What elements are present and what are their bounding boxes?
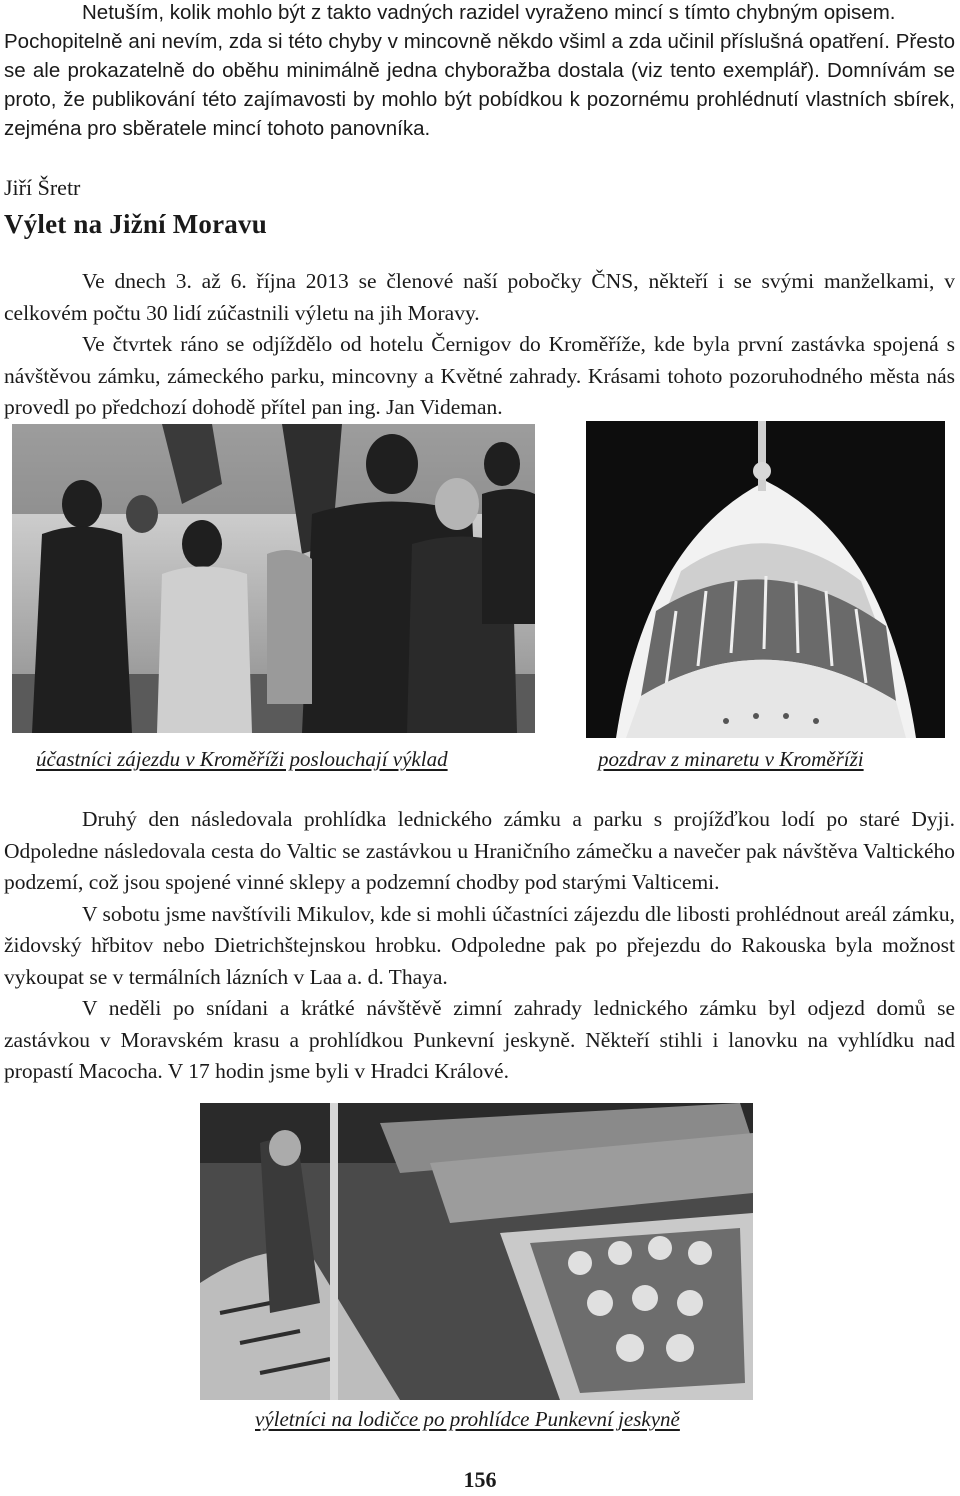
intro-paragraph-2: Pochopitelně ani nevím, zda si této chyby v mincovně někdo všiml a zda učinil příslušná opatření. Přesto se ale prokazatelně do oběhu minimálně jedna chyboražba dostala (viz tento exemplář). Domnívám se proto, že publikování této zajímavosti by mohlo být pobídkou k pozornému prohlédnutí vlastních sbírek, zejména pro sběratele mincí tohoto panovníka.	[4, 30, 955, 140]
group-photo-image	[12, 424, 535, 733]
boat-photo	[200, 1103, 753, 1400]
article-paragraph: Ve dnech 3. až 6. října 2013 se členové naší pobočky ČNS, někteří i se svými manželkami, v celkovém počtu 30 lidí zúčastnili výletu na jih Moravy.	[4, 269, 955, 325]
article-paragraph: V sobotu jsme navštívili Mikulov, kde si mohli účastníci zájezdu dle libosti prohlédnout areál zámku, židovský hřbitov nebo Dietrichštejnskou hrobku. Odpoledne pak po přejezdu do Rakouska byla možnost vykoupat se v termálních lázních v Laa a. d. Thaya.	[4, 901, 955, 989]
intro-paragraph-1: Netuším, kolik mohlo být z takto vadných razidel vyraženo mincí s tímto chybným opisem.	[82, 1, 896, 24]
minaret-photo-image	[586, 421, 945, 738]
article-author: Jiří Šretr	[4, 175, 81, 200]
group-photo-caption: účastníci zájezdu v Kroměříži poslouchají výklad	[36, 747, 448, 771]
minaret-photo	[586, 421, 945, 738]
article-title: Výlet na Jižní Moravu	[4, 209, 267, 239]
boat-photo-image	[200, 1103, 753, 1400]
article-body-2	[4, 804, 955, 1088]
article-paragraph: Druhý den následovala prohlídka lednického zámku a parku s projížďkou lodí po staré Dyji. Odpoledne následovala cesta do Valtic se zastávkou u Hraničního zámečku a navečer pak návštěva Valtického podzemí, což jsou spojené vinné sklepy a podzemní chodby pod starými Valticemi.	[4, 807, 955, 894]
minaret-photo-caption: pozdrav z minaretu v Kroměříži	[598, 747, 864, 771]
intro-text	[4, 0, 955, 143]
article-body-1	[4, 266, 955, 424]
group-photo	[12, 424, 535, 733]
boat-photo-caption: výletníci na lodičce po prohlídce Punkevní jeskyně	[255, 1407, 680, 1431]
article-paragraph: V neděli po snídani a krátké návštěvě zimní zahrady lednického zámku byl odjezd domů se zastávkou v Moravském krasu a prohlídkou Punkevní jeskyně. Někteří stihli i lanovku na vyhlídku nad propastí Macocha. V 17 hodin jsme byli v Hradci Králové.	[4, 996, 955, 1083]
article-paragraph: Ve čtvrtek ráno se odjíždělo od hotelu Černigov do Kroměříže, kde byla první zastávka spojená s návštěvou zámku, zámeckého parku, mincovny a Květné zahrady. Krásami tohoto pozoruhodného města nás provedl po předchozí dohodě přítel pan ing. Jan Videman.	[4, 332, 955, 419]
page-number: 156	[463, 1467, 497, 1492]
